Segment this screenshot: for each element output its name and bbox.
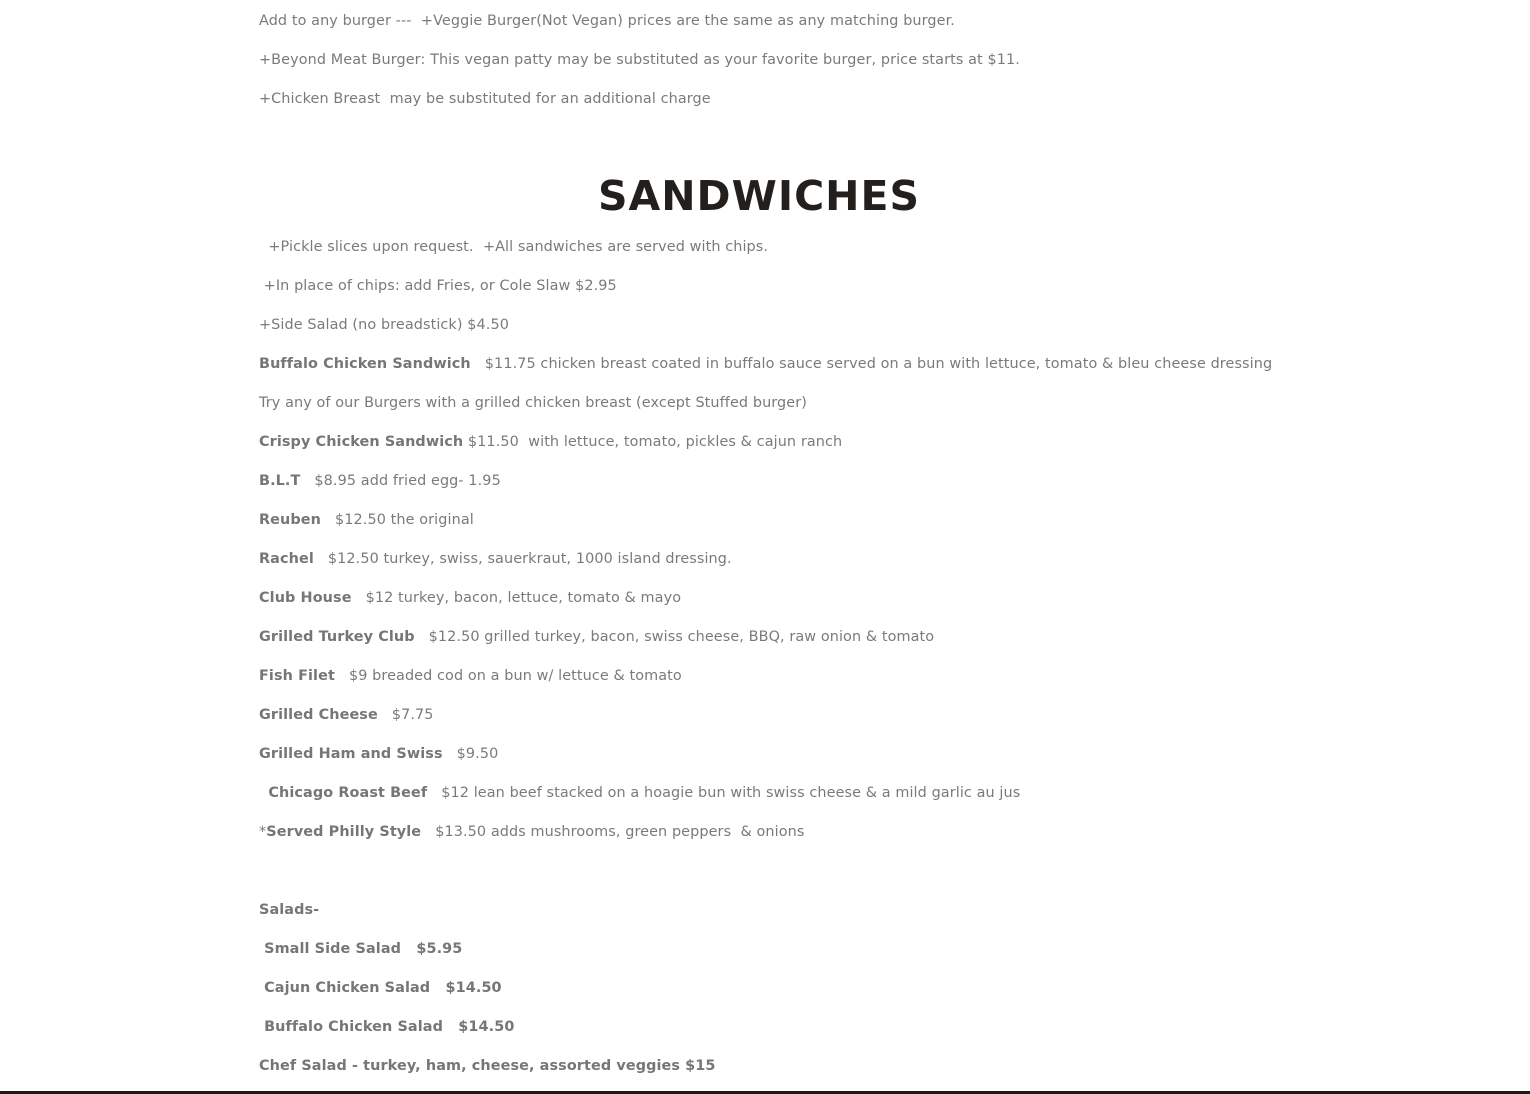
menu-item-buffalo-chicken-sandwich bbox=[259, 354, 1272, 374]
item-description: $11.75 chicken breast coated in buffalo sauce served on a bun with lettuce, tomato & bleu cheese dressing bbox=[470, 356, 1273, 372]
salad-item-text: Small Side Salad $5.95 bbox=[259, 941, 463, 957]
item-name: Grilled Ham and Swiss bbox=[259, 746, 443, 762]
sandwich-note-chips: +In place of chips: add Fries, or Cole Slaw $2.95 bbox=[259, 278, 617, 294]
sandwich-note-side-salad: +Side Salad (no breadstick) $4.50 bbox=[259, 317, 509, 333]
item-name: Reuben bbox=[259, 512, 321, 528]
salad-item-chef bbox=[259, 1056, 716, 1076]
item-name: Buffalo Chicken Sandwich bbox=[259, 356, 471, 372]
item-name: Grilled Cheese bbox=[259, 707, 378, 723]
menu-item-blt bbox=[259, 471, 501, 491]
menu-item-chicago-roast-beef bbox=[259, 783, 1020, 803]
salads-heading-text: Salads- bbox=[259, 902, 320, 918]
menu-item-club-house bbox=[259, 588, 681, 608]
item-description: $12.50 grilled turkey, bacon, swiss cheese, BBQ, raw onion & tomato bbox=[414, 629, 935, 645]
item-name: Crispy Chicken Sandwich bbox=[259, 434, 464, 450]
item-description: $9.50 bbox=[442, 746, 499, 762]
burger-note-veggie: Add to any burger --- +Veggie Burger(Not Vegan) prices are the same as any matching burger. bbox=[259, 13, 955, 29]
item-name: Club House bbox=[259, 590, 352, 606]
menu-item-grilled-turkey-club bbox=[259, 627, 934, 647]
item-prefix bbox=[259, 785, 268, 801]
item-description: $9 breaded cod on a bun w/ lettuce & tomato bbox=[334, 668, 682, 684]
menu-item-rachel bbox=[259, 549, 732, 569]
item-prefix: * bbox=[259, 824, 267, 840]
item-name: Fish Filet bbox=[259, 668, 335, 684]
item-description: $12.50 turkey, swiss, sauerkraut, 1000 island dressing. bbox=[313, 551, 732, 567]
menu-item-crispy-chicken-sandwich bbox=[259, 432, 842, 452]
menu-item-philly-style bbox=[259, 822, 804, 842]
item-description: $12 turkey, bacon, lettuce, tomato & mayo bbox=[351, 590, 682, 606]
salad-item-cajun-chicken bbox=[259, 978, 502, 998]
salad-item-text: Chef Salad - turkey, ham, cheese, assorted veggies $15 bbox=[259, 1058, 716, 1074]
sandwich-note-pickles: +Pickle slices upon request. +All sandwiches are served with chips. bbox=[259, 239, 769, 255]
salad-item-text: Buffalo Chicken Salad $14.50 bbox=[259, 1019, 515, 1035]
menu-item-grilled-cheese bbox=[259, 705, 434, 725]
salad-item-buffalo-chicken bbox=[259, 1017, 514, 1037]
burger-note-beyond: +Beyond Meat Burger: This vegan patty may be substituted as your favorite burger, price starts at $11. bbox=[259, 52, 1020, 68]
item-name: Grilled Turkey Club bbox=[259, 629, 415, 645]
item-description: $8.95 add fried egg- 1.95 bbox=[300, 473, 501, 489]
item-description: $11.50 with lettuce, tomato, pickles & cajun ranch bbox=[463, 434, 843, 450]
item-description: $12.50 the original bbox=[321, 512, 474, 528]
sandwich-note-chicken-swap: Try any of our Burgers with a grilled chicken breast (except Stuffed burger) bbox=[259, 395, 807, 411]
salad-item-small-side bbox=[259, 939, 462, 959]
item-description: $12 lean beef stacked on a hoagie bun with swiss cheese & a mild garlic au jus bbox=[427, 785, 1021, 801]
item-name: Rachel bbox=[259, 551, 314, 567]
menu-item-grilled-ham-and-swiss bbox=[259, 744, 498, 764]
burger-note-chicken: +Chicken Breast may be substituted for an additional charge bbox=[259, 91, 711, 107]
menu-item-reuben bbox=[259, 510, 474, 530]
item-name: Served Philly Style bbox=[266, 824, 422, 840]
sandwiches-heading: SANDWICHES bbox=[597, 172, 921, 220]
item-name: Chicago Roast Beef bbox=[268, 785, 428, 801]
item-description: $7.75 bbox=[377, 707, 434, 723]
salads-heading bbox=[259, 900, 319, 920]
item-description: $13.50 adds mushrooms, green peppers & onions bbox=[421, 824, 805, 840]
menu-item-fish-filet bbox=[259, 666, 682, 686]
salad-item-text: Cajun Chicken Salad $14.50 bbox=[259, 980, 502, 996]
item-name: B.L.T bbox=[259, 473, 301, 489]
